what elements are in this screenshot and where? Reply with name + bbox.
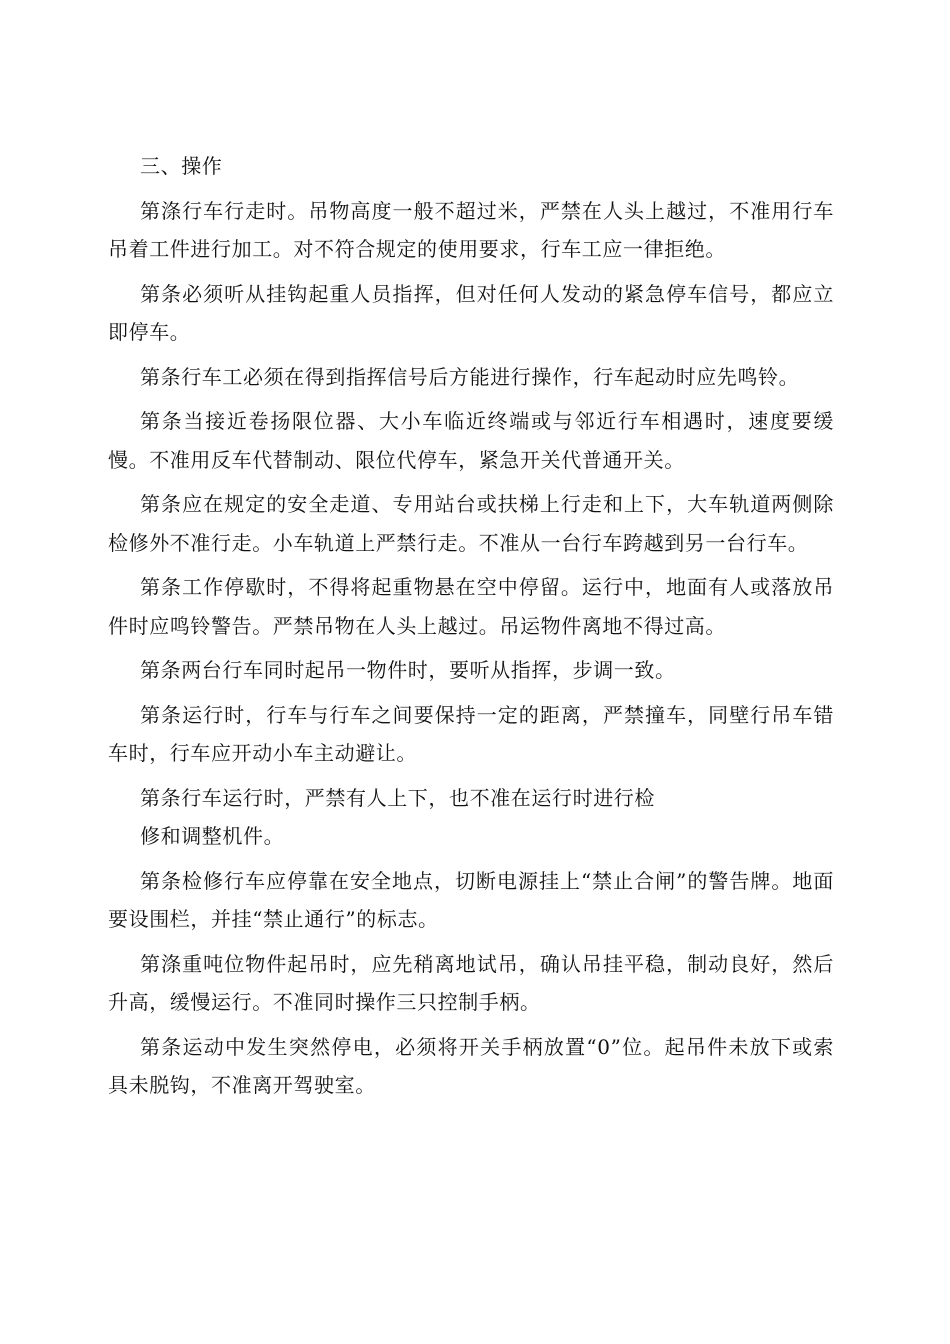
paragraph: 第条工作停歇时，不得将起重物悬在空中停留。运行中，地面有人或落放吊件时应鸣铃警告。严禁吊物在人头上越过。吊运物件离地不得过高。 (108, 575, 834, 638)
paragraph: 第涤重吨位物件起吊时，应先稍离地试吊，确认吊挂平稳，制动良好，然后升高，缓慢运行。不准同时操作三只控制手柄。 (108, 951, 834, 1014)
paragraph: 第条行车运行时，严禁有人上下，也不准在运行时进行检 (140, 785, 655, 810)
paragraph: 第条行车工必须在得到指挥信号后方能进行操作，行车起动时应先鸣铃。 (140, 364, 800, 389)
paragraph: 第条必须听从挂钩起重人员指挥，但对任何人发动的紧急停车信号，都应立即停车。 (108, 281, 834, 344)
paragraph: 第涤行车行走时。吊物高度一般不超过米，严禁在人头上越过，不准用行车吊着工件进行加工。对不符合规定的使用要求，行车工应一律拒绝。 (108, 198, 834, 261)
document-body (108, 147, 834, 1105)
paragraph: 第条运行时，行车与行车之间要保持一定的距离，严禁撞车，同壁行吊车错车时，行车应开动小车主动避让。 (108, 702, 834, 765)
paragraph: 第条两台行车同时起吊一物件时，要听从指挥，步调一致。 (140, 658, 676, 682)
paragraph: 第条运动中发生突然停电，必须将开关手柄放置“0”位。起吊件未放下或索具未脱钩，不准离开驾驶室。 (108, 1034, 834, 1097)
paragraph: 第条当接近卷扬限位器、大小车临近终端或与邻近行车相遇时，速度要缓慢。不准用反车代替制动、限位代停车，紧急开关代普通开关。 (108, 409, 834, 472)
section-heading: 三、操作 (140, 154, 223, 178)
paragraph-continuation: 修和调整机件。 (140, 824, 285, 848)
paragraph: 第条检修行车应停靠在安全地点，切断电源挂上“禁止合闸”的警告牌。地面要设围栏，并挂“禁止通行”的标志。 (108, 868, 834, 931)
paragraph: 第条应在规定的安全走道、专用站台或扶梯上行走和上下，大车轨道两侧除检修外不准行走。小车轨道上严禁行走。不准从一台行车跨越到另一台行车。 (108, 492, 834, 555)
